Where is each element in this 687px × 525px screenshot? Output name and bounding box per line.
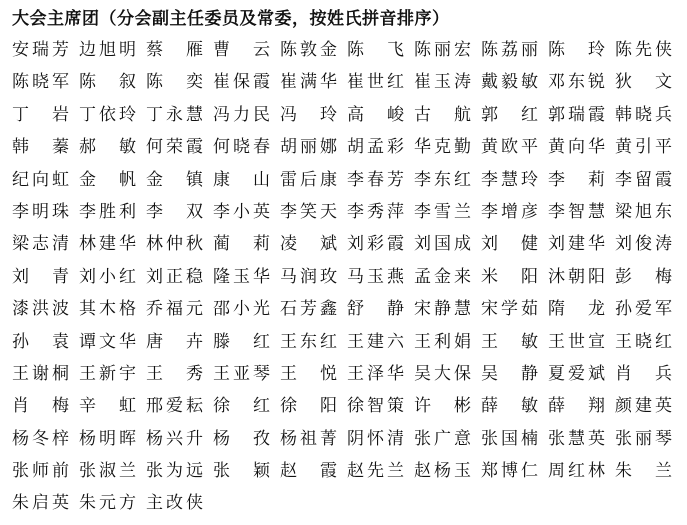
member-name: 马 玉 燕 [347,266,404,287]
member-name: 许 彬 [414,396,471,417]
member-name: 郝 敏 [79,137,136,158]
member-name: 张 师 前 [12,461,69,482]
member-name: 张 丽 琴 [615,428,672,449]
member-name: 邵 小 光 [213,299,270,320]
member-name: 刘 小 红 [79,266,136,287]
member-name: 雷 后 康 [280,169,337,190]
member-name: 石 芳 鑫 [280,299,337,320]
member-name: 王 敏 [481,331,538,352]
member-name: 陈 丽 宏 [414,40,471,60]
member-name: 韩 晓 兵 [615,104,672,125]
member-name: 安 瑞 芳 [12,40,69,60]
member-name: 陈 荔 丽 [481,40,538,60]
member-name: 米 阳 [481,266,538,287]
member-name: 陈 飞 [347,40,404,60]
member-name: 韩 蓁 [12,137,69,158]
member-name: 周 红 林 [548,461,605,482]
member-name: 古 航 [414,104,471,125]
member-name: 林 仲 秋 [146,234,203,255]
member-name: 乔 福 元 [146,299,203,320]
member-name: 颜 建 英 [615,396,672,417]
member-name: 李 明 珠 [12,201,69,222]
member-name: 梁 旭 东 [615,201,672,222]
member-name: 隆 玉 华 [213,266,270,287]
member-name: 李 笑 天 [280,201,337,222]
member-name: 李 小 英 [213,201,270,222]
member-name: 刘 建 华 [548,234,605,255]
member-name: 王 晓 红 [615,331,672,352]
member-name: 崔 世 红 [347,72,404,93]
member-name: 王 利 娟 [414,331,471,352]
member-name: 薛 敏 [481,396,538,417]
member-name: 蔡 雁 [146,40,203,60]
member-name: 华 克 勤 [414,137,471,158]
member-name: 王 新 宇 [79,363,136,384]
member-name: 肖 兵 [615,363,672,384]
member-name: 狄 文 [615,72,672,93]
member-name: 隋 龙 [548,299,605,320]
member-name: 滕 红 [213,331,270,352]
member-name: 阴 怀 清 [347,428,404,449]
member-name: 蔺 莉 [213,234,270,255]
member-name: 冯 玲 [280,104,337,125]
member-name: 李 莉 [548,169,605,190]
member-name: 徐 智 策 [347,396,404,417]
member-name: 李 慧 玲 [481,169,538,190]
member-name: 郭 瑞 霞 [548,104,605,125]
member-name: 王 谢 桐 [12,363,69,384]
member-name: 张 广 意 [414,428,471,449]
member-name: 纪 向 虹 [12,169,69,190]
member-name: 冯 力 民 [213,104,270,125]
member-name: 丁 依 玲 [79,104,136,125]
member-name: 陈 玲 [548,40,605,60]
member-name: 孟 金 来 [414,266,471,287]
member-name: 朱 启 英 [12,493,69,514]
member-name: 孙 袁 [12,331,69,352]
member-name: 黄 向 华 [548,137,605,158]
member-name: 杨 冬 梓 [12,428,69,449]
member-name: 王 泽 华 [347,363,404,384]
member-name: 李 雪 兰 [414,201,471,222]
member-name: 沐 朝 阳 [548,266,605,287]
member-name: 彭 梅 [615,266,672,287]
member-name: 崔 玉 涛 [414,72,471,93]
section-heading: 大会主席团（分会副主任委员及常委，按姓氏拼音排序） [12,9,450,29]
member-name: 崔 保 霞 [213,72,270,93]
member-name: 金 镇 [146,169,203,190]
member-name: 刘 正 稳 [146,266,203,287]
member-name: 杨 兴 升 [146,428,203,449]
member-name: 王 东 红 [280,331,337,352]
member-name: 夏 爱 斌 [548,363,605,384]
member-name: 李 增 彦 [481,201,538,222]
member-name: 邓 东 锐 [548,72,605,93]
member-name: 薛 翔 [548,396,605,417]
member-name: 杨 孜 [213,428,270,449]
member-name: 孙 爱 军 [615,299,672,320]
member-name: 张 淑 兰 [79,461,136,482]
member-name: 梁 志 清 [12,234,69,255]
member-name: 王 悦 [280,363,337,384]
member-name: 吴 静 [481,363,538,384]
member-name: 主 改 侠 [146,493,203,514]
member-name: 曹 云 [213,40,270,60]
member-name: 朱 元 方 [79,493,136,514]
member-name: 张 国 楠 [481,428,538,449]
member-name: 辛 虹 [79,396,136,417]
member-name: 邢 爱 耘 [146,396,203,417]
member-name: 高 峻 [347,104,404,125]
member-name: 刘 俊 涛 [615,234,672,255]
member-name: 其 木 格 [79,299,136,320]
member-name: 杨 祖 菁 [280,428,337,449]
member-name: 赵 霞 [280,461,337,482]
member-name: 刘 国 成 [414,234,471,255]
member-name: 马 润 玫 [280,266,337,287]
member-name: 赵 杨 玉 [414,461,471,482]
member-name: 李 留 霞 [615,169,672,190]
member-name: 谭 文 华 [79,331,136,352]
member-name: 陈 奕 [146,72,203,93]
member-name: 李 双 [146,201,203,222]
member-name: 陈 晓 军 [12,72,69,93]
member-name: 李 春 芳 [347,169,404,190]
member-name: 肖 梅 [12,396,69,417]
member-name: 王 建 六 [347,331,404,352]
member-name: 陈 叙 [79,72,136,93]
member-name: 唐 卉 [146,331,203,352]
name-grid [12,34,682,520]
member-name: 吴 大 保 [414,363,471,384]
member-name: 丁 永 慧 [146,104,203,125]
member-name: 张 为 远 [146,461,203,482]
member-name: 黄 欧 平 [481,137,538,158]
member-name: 舒 静 [347,299,404,320]
member-name: 陈 敦 金 [280,40,337,60]
member-name: 郑 博 仁 [481,461,538,482]
member-name: 林 建 华 [79,234,136,255]
member-name: 徐 红 [213,396,270,417]
member-name: 胡 丽 娜 [280,137,337,158]
member-name: 崔 满 华 [280,72,337,93]
member-name: 李 秀 萍 [347,201,404,222]
member-name: 黄 引 平 [615,137,672,158]
member-name: 李 智 慧 [548,201,605,222]
member-name: 王 世 宣 [548,331,605,352]
member-name: 何 晓 春 [213,137,270,158]
member-name: 刘 健 [481,234,538,255]
member-name: 金 帆 [79,169,136,190]
member-name: 凌 斌 [280,234,337,255]
member-name: 刘 彩 霞 [347,234,404,255]
member-name: 朱 兰 [615,461,672,482]
member-name: 刘 青 [12,266,69,287]
member-name: 张 慧 英 [548,428,605,449]
member-name: 张 颖 [213,461,270,482]
member-name: 郭 红 [481,104,538,125]
member-name: 陈 先 侠 [615,40,672,60]
member-name: 康 山 [213,169,270,190]
member-name: 宋 学 茹 [481,299,538,320]
member-name: 边 旭 明 [79,40,136,60]
member-name: 李 胜 利 [79,201,136,222]
member-name: 何 荣 霞 [146,137,203,158]
member-name: 宋 静 慧 [414,299,471,320]
member-name: 赵 先 兰 [347,461,404,482]
member-name: 王 亚 琴 [213,363,270,384]
member-name: 丁 岩 [12,104,69,125]
member-name: 徐 阳 [280,396,337,417]
member-name: 胡 孟 彩 [347,137,404,158]
member-name: 杨 明 晖 [79,428,136,449]
member-name: 戴 毅 敏 [481,72,538,93]
member-name: 李 东 红 [414,169,471,190]
member-name: 王 秀 [146,363,203,384]
member-name: 漆 洪 波 [12,299,69,320]
